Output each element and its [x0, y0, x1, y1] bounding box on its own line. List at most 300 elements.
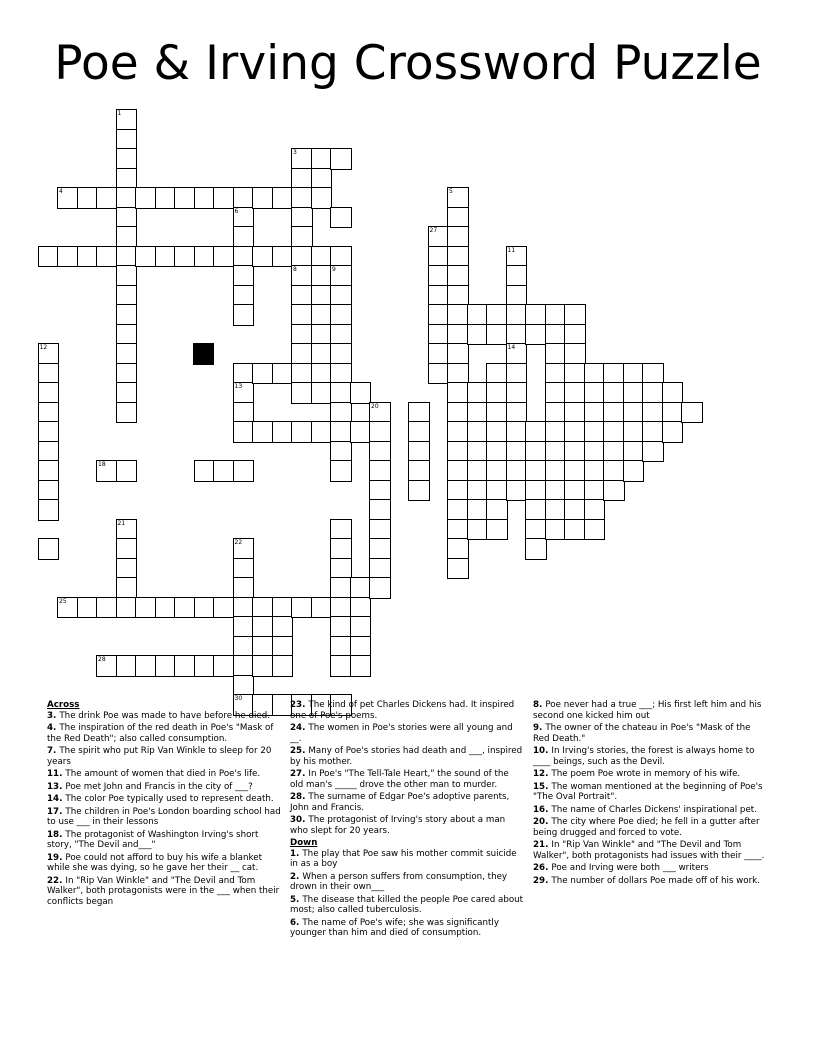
grid-cell[interactable]: [369, 480, 391, 502]
grid-cell[interactable]: [233, 538, 255, 560]
grid-cell[interactable]: [525, 538, 547, 560]
grid-cell[interactable]: [447, 265, 469, 287]
grid-cell[interactable]: [116, 577, 138, 599]
grid-cell[interactable]: [330, 363, 352, 385]
grid-cell[interactable]: [545, 519, 567, 541]
grid-cell[interactable]: [486, 382, 508, 404]
grid-cell[interactable]: [57, 597, 79, 619]
grid-cell[interactable]: [467, 402, 489, 424]
grid-cell[interactable]: [369, 499, 391, 521]
grid-cell[interactable]: [116, 129, 138, 151]
grid-cell[interactable]: [584, 421, 606, 443]
grid-cell[interactable]: [330, 597, 352, 619]
grid-cell[interactable]: [486, 324, 508, 346]
grid-cell[interactable]: [603, 363, 625, 385]
grid-cell[interactable]: [38, 382, 60, 404]
grid-cell[interactable]: [38, 499, 60, 521]
grid-cell[interactable]: [467, 460, 489, 482]
grid-cell[interactable]: [330, 402, 352, 424]
grid-cell[interactable]: [213, 655, 235, 677]
grid-cell[interactable]: [311, 265, 333, 287]
grid-cell[interactable]: [467, 382, 489, 404]
grid-cell[interactable]: [506, 304, 528, 326]
grid-cell[interactable]: [525, 304, 547, 326]
grid-cell[interactable]: [564, 324, 586, 346]
grid-cell[interactable]: [38, 343, 60, 365]
grid-cell[interactable]: [486, 304, 508, 326]
grid-cell[interactable]: [564, 343, 586, 365]
grid-cell[interactable]: [311, 421, 333, 443]
grid-cell[interactable]: [291, 265, 313, 287]
grid-cell[interactable]: [311, 304, 333, 326]
grid-cell[interactable]: [584, 480, 606, 502]
grid-cell[interactable]: [330, 285, 352, 307]
grid-cell[interactable]: [369, 577, 391, 599]
grid-cell[interactable]: [447, 363, 469, 385]
grid-cell[interactable]: [291, 324, 313, 346]
grid-cell[interactable]: [467, 421, 489, 443]
grid-cell[interactable]: [662, 402, 684, 424]
grid-cell[interactable]: [330, 343, 352, 365]
grid-cell[interactable]: [272, 421, 294, 443]
grid-cell[interactable]: [564, 519, 586, 541]
grid-cell[interactable]: [252, 655, 274, 677]
grid-cell[interactable]: [77, 187, 99, 209]
grid-cell[interactable]: [174, 655, 196, 677]
grid-cell[interactable]: [584, 499, 606, 521]
grid-cell[interactable]: [233, 636, 255, 658]
grid-cell[interactable]: [486, 402, 508, 424]
grid-cell[interactable]: [525, 441, 547, 463]
grid-cell[interactable]: [291, 246, 313, 268]
grid-cell[interactable]: [116, 519, 138, 541]
grid-cell[interactable]: [564, 499, 586, 521]
grid-cell[interactable]: [447, 382, 469, 404]
grid-cell[interactable]: [545, 382, 567, 404]
grid-cell[interactable]: [428, 324, 450, 346]
grid-cell[interactable]: [603, 441, 625, 463]
grid-cell[interactable]: [603, 460, 625, 482]
grid-cell[interactable]: [252, 246, 274, 268]
grid-cell[interactable]: [447, 538, 469, 560]
grid-cell[interactable]: [330, 148, 352, 170]
grid-cell[interactable]: [116, 363, 138, 385]
grid-cell[interactable]: [233, 382, 255, 404]
grid-cell[interactable]: [155, 655, 177, 677]
grid-cell[interactable]: [564, 304, 586, 326]
grid-cell[interactable]: [330, 558, 352, 580]
grid-cell[interactable]: [408, 460, 430, 482]
grid-cell[interactable]: [38, 441, 60, 463]
grid-cell[interactable]: [272, 636, 294, 658]
grid-cell[interactable]: [96, 187, 118, 209]
grid-cell[interactable]: [116, 207, 138, 229]
grid-cell[interactable]: [311, 382, 333, 404]
grid-cell[interactable]: [291, 343, 313, 365]
grid-cell[interactable]: [38, 460, 60, 482]
grid-cell[interactable]: [584, 363, 606, 385]
grid-cell[interactable]: [525, 499, 547, 521]
grid-cell[interactable]: [525, 324, 547, 346]
grid-cell[interactable]: [447, 207, 469, 229]
grid-cell[interactable]: [330, 304, 352, 326]
grid-cell[interactable]: [428, 226, 450, 248]
grid-cell[interactable]: [291, 597, 313, 619]
grid-cell[interactable]: [311, 187, 333, 209]
grid-cell[interactable]: [350, 636, 372, 658]
grid-cell[interactable]: [545, 499, 567, 521]
grid-cell[interactable]: [603, 402, 625, 424]
grid-cell[interactable]: [135, 597, 157, 619]
grid-cell[interactable]: [194, 246, 216, 268]
grid-cell[interactable]: [174, 246, 196, 268]
grid-cell[interactable]: [291, 363, 313, 385]
grid-cell[interactable]: [506, 480, 528, 502]
grid-cell[interactable]: [623, 441, 645, 463]
grid-cell[interactable]: [506, 382, 528, 404]
grid-cell[interactable]: [116, 655, 138, 677]
grid-cell[interactable]: [233, 675, 255, 697]
grid-cell[interactable]: [603, 421, 625, 443]
grid-cell[interactable]: [116, 226, 138, 248]
grid-cell[interactable]: [467, 324, 489, 346]
grid-cell[interactable]: [291, 187, 313, 209]
grid-cell[interactable]: [369, 441, 391, 463]
grid-cell[interactable]: [311, 246, 333, 268]
grid-cell[interactable]: [506, 363, 528, 385]
grid-cell[interactable]: [564, 363, 586, 385]
grid-cell[interactable]: [584, 402, 606, 424]
grid-cell[interactable]: [584, 519, 606, 541]
grid-cell[interactable]: [486, 519, 508, 541]
grid-cell[interactable]: [291, 304, 313, 326]
grid-cell[interactable]: [174, 187, 196, 209]
grid-cell[interactable]: [330, 538, 352, 560]
grid-cell[interactable]: [291, 382, 313, 404]
grid-cell[interactable]: [467, 519, 489, 541]
grid-cell[interactable]: [447, 558, 469, 580]
grid-cell[interactable]: [272, 597, 294, 619]
grid-cell[interactable]: [57, 246, 79, 268]
grid-cell[interactable]: [525, 480, 547, 502]
grid-cell[interactable]: [38, 421, 60, 443]
grid-cell[interactable]: [233, 207, 255, 229]
grid-cell[interactable]: [662, 382, 684, 404]
grid-cell[interactable]: [330, 636, 352, 658]
grid-cell[interactable]: [584, 382, 606, 404]
grid-cell[interactable]: [311, 148, 333, 170]
grid-cell[interactable]: [428, 265, 450, 287]
grid-cell[interactable]: [350, 382, 372, 404]
grid-cell[interactable]: [506, 343, 528, 365]
grid-cell[interactable]: [369, 460, 391, 482]
grid-cell[interactable]: [233, 577, 255, 599]
grid-cell[interactable]: [603, 480, 625, 502]
grid-cell[interactable]: [116, 187, 138, 209]
grid-cell[interactable]: [545, 363, 567, 385]
grid-cell[interactable]: [96, 655, 118, 677]
grid-cell[interactable]: [116, 168, 138, 190]
grid-cell[interactable]: [272, 616, 294, 638]
grid-cell[interactable]: [467, 304, 489, 326]
grid-cell[interactable]: [291, 285, 313, 307]
grid-cell[interactable]: [623, 382, 645, 404]
grid-cell[interactable]: [545, 460, 567, 482]
grid-cell[interactable]: [311, 324, 333, 346]
grid-cell[interactable]: [642, 382, 664, 404]
grid-cell[interactable]: [233, 304, 255, 326]
grid-cell[interactable]: [428, 246, 450, 268]
grid-cell[interactable]: [291, 148, 313, 170]
grid-cell[interactable]: [311, 343, 333, 365]
grid-cell[interactable]: [233, 597, 255, 619]
grid-cell[interactable]: [408, 480, 430, 502]
grid-cell[interactable]: [506, 285, 528, 307]
grid-cell[interactable]: [38, 538, 60, 560]
grid-cell[interactable]: [408, 402, 430, 424]
grid-cell[interactable]: [506, 265, 528, 287]
grid-cell[interactable]: [330, 519, 352, 541]
grid-cell[interactable]: [623, 363, 645, 385]
grid-cell[interactable]: [291, 421, 313, 443]
grid-cell[interactable]: [564, 480, 586, 502]
grid-cell[interactable]: [447, 343, 469, 365]
grid-cell[interactable]: [96, 460, 118, 482]
grid-cell[interactable]: [545, 324, 567, 346]
grid-cell[interactable]: [330, 616, 352, 638]
grid-cell[interactable]: [252, 636, 274, 658]
grid-cell[interactable]: [311, 285, 333, 307]
grid-cell[interactable]: [467, 499, 489, 521]
grid-cell[interactable]: [486, 441, 508, 463]
grid-cell[interactable]: [38, 402, 60, 424]
grid-cell[interactable]: [486, 480, 508, 502]
grid-cell[interactable]: [77, 246, 99, 268]
grid-cell[interactable]: [233, 187, 255, 209]
grid-cell[interactable]: [447, 324, 469, 346]
grid-cell[interactable]: [330, 421, 352, 443]
grid-cell[interactable]: [447, 499, 469, 521]
grid-cell[interactable]: [96, 246, 118, 268]
grid-cell[interactable]: [233, 246, 255, 268]
grid-cell[interactable]: [213, 460, 235, 482]
grid-cell[interactable]: [486, 499, 508, 521]
grid-cell[interactable]: [116, 324, 138, 346]
grid-cell[interactable]: [116, 402, 138, 424]
grid-cell[interactable]: [233, 226, 255, 248]
grid-cell[interactable]: [428, 285, 450, 307]
grid-cell[interactable]: [642, 421, 664, 443]
grid-cell[interactable]: [252, 597, 274, 619]
grid-cell[interactable]: [155, 597, 177, 619]
grid-cell[interactable]: [116, 109, 138, 131]
grid-cell[interactable]: [291, 168, 313, 190]
grid-cell[interactable]: [369, 421, 391, 443]
grid-cell[interactable]: [506, 441, 528, 463]
grid-cell[interactable]: [330, 441, 352, 463]
grid-cell[interactable]: [272, 246, 294, 268]
grid-cell[interactable]: [135, 246, 157, 268]
grid-cell[interactable]: [135, 655, 157, 677]
grid-cell[interactable]: [447, 187, 469, 209]
grid-cell[interactable]: [116, 538, 138, 560]
grid-cell[interactable]: [116, 558, 138, 580]
grid-cell[interactable]: [233, 655, 255, 677]
grid-cell[interactable]: [272, 655, 294, 677]
grid-cell[interactable]: [233, 363, 255, 385]
grid-cell[interactable]: [194, 655, 216, 677]
grid-cell[interactable]: [369, 402, 391, 424]
grid-cell[interactable]: [233, 421, 255, 443]
grid-cell[interactable]: [369, 538, 391, 560]
grid-cell[interactable]: [506, 460, 528, 482]
grid-cell[interactable]: [603, 382, 625, 404]
grid-cell[interactable]: [506, 246, 528, 268]
grid-cell[interactable]: [428, 363, 450, 385]
grid-cell[interactable]: [116, 597, 138, 619]
grid-cell[interactable]: [330, 460, 352, 482]
grid-cell[interactable]: [116, 460, 138, 482]
grid-cell[interactable]: [447, 246, 469, 268]
grid-cell[interactable]: [447, 402, 469, 424]
grid-cell[interactable]: [447, 421, 469, 443]
grid-cell[interactable]: [116, 304, 138, 326]
grid-cell[interactable]: [38, 480, 60, 502]
grid-cell[interactable]: [311, 168, 333, 190]
grid-cell[interactable]: [623, 421, 645, 443]
grid-cell[interactable]: [564, 441, 586, 463]
grid-cell[interactable]: [291, 207, 313, 229]
grid-cell[interactable]: [194, 597, 216, 619]
grid-cell[interactable]: [252, 187, 274, 209]
grid-cell[interactable]: [252, 363, 274, 385]
grid-cell[interactable]: [564, 402, 586, 424]
grid-cell[interactable]: [447, 285, 469, 307]
grid-cell[interactable]: [545, 480, 567, 502]
grid-cell[interactable]: [408, 421, 430, 443]
grid-cell[interactable]: [525, 421, 547, 443]
grid-cell[interactable]: [525, 460, 547, 482]
grid-cell[interactable]: [330, 246, 352, 268]
grid-cell[interactable]: [77, 597, 99, 619]
grid-cell[interactable]: [350, 421, 372, 443]
grid-cell[interactable]: [584, 460, 606, 482]
grid-cell[interactable]: [116, 285, 138, 307]
grid-cell[interactable]: [272, 187, 294, 209]
grid-cell[interactable]: [486, 363, 508, 385]
grid-cell[interactable]: [642, 441, 664, 463]
grid-cell[interactable]: [311, 597, 333, 619]
grid-cell[interactable]: [506, 421, 528, 443]
grid-cell[interactable]: [506, 402, 528, 424]
grid-cell[interactable]: [330, 324, 352, 346]
grid-cell[interactable]: [447, 441, 469, 463]
grid-cell[interactable]: [213, 597, 235, 619]
grid-cell[interactable]: [350, 655, 372, 677]
grid-cell[interactable]: [116, 246, 138, 268]
grid-cell[interactable]: [564, 382, 586, 404]
grid-cell[interactable]: [564, 421, 586, 443]
grid-cell[interactable]: [213, 246, 235, 268]
grid-cell[interactable]: [233, 616, 255, 638]
grid-cell[interactable]: [447, 304, 469, 326]
grid-cell[interactable]: [681, 402, 703, 424]
grid-cell[interactable]: [642, 363, 664, 385]
grid-cell[interactable]: [194, 187, 216, 209]
grid-cell[interactable]: [350, 616, 372, 638]
grid-cell[interactable]: [447, 226, 469, 248]
grid-cell[interactable]: [233, 460, 255, 482]
grid-cell[interactable]: [642, 402, 664, 424]
grid-cell[interactable]: [116, 265, 138, 287]
grid-cell[interactable]: [116, 148, 138, 170]
grid-cell[interactable]: [38, 246, 60, 268]
grid-cell[interactable]: [506, 324, 528, 346]
grid-cell[interactable]: [447, 480, 469, 502]
grid-cell[interactable]: [252, 616, 274, 638]
grid-cell[interactable]: [311, 363, 333, 385]
grid-cell[interactable]: [213, 187, 235, 209]
grid-cell[interactable]: [447, 519, 469, 541]
grid-cell[interactable]: [350, 577, 372, 599]
grid-cell[interactable]: [623, 460, 645, 482]
grid-cell[interactable]: [155, 246, 177, 268]
grid-cell[interactable]: [194, 460, 216, 482]
grid-cell[interactable]: [545, 421, 567, 443]
grid-cell[interactable]: [467, 480, 489, 502]
grid-cell[interactable]: [96, 597, 118, 619]
grid-cell[interactable]: [369, 558, 391, 580]
grid-cell[interactable]: [545, 343, 567, 365]
grid-cell[interactable]: [662, 421, 684, 443]
grid-cell[interactable]: [233, 558, 255, 580]
grid-cell[interactable]: [408, 441, 430, 463]
grid-cell[interactable]: [545, 304, 567, 326]
grid-cell[interactable]: [330, 382, 352, 404]
grid-cell[interactable]: [428, 304, 450, 326]
grid-cell[interactable]: [428, 343, 450, 365]
grid-cell[interactable]: [272, 363, 294, 385]
grid-cell[interactable]: [252, 421, 274, 443]
grid-cell[interactable]: [135, 187, 157, 209]
grid-cell[interactable]: [116, 382, 138, 404]
grid-cell[interactable]: [545, 402, 567, 424]
grid-cell[interactable]: [233, 285, 255, 307]
grid-cell[interactable]: [330, 655, 352, 677]
grid-cell[interactable]: [564, 460, 586, 482]
grid-cell[interactable]: [467, 441, 489, 463]
grid-cell[interactable]: [291, 226, 313, 248]
grid-cell[interactable]: [447, 460, 469, 482]
grid-cell[interactable]: [350, 597, 372, 619]
grid-cell[interactable]: [486, 460, 508, 482]
grid-cell[interactable]: [330, 265, 352, 287]
grid-cell[interactable]: [116, 343, 138, 365]
grid-cell[interactable]: [233, 265, 255, 287]
grid-cell[interactable]: [57, 187, 79, 209]
grid-cell[interactable]: [369, 519, 391, 541]
grid-cell[interactable]: [330, 577, 352, 599]
grid-cell[interactable]: [545, 441, 567, 463]
grid-cell[interactable]: [584, 441, 606, 463]
grid-cell[interactable]: [38, 363, 60, 385]
grid-cell[interactable]: [174, 597, 196, 619]
grid-cell[interactable]: [330, 207, 352, 229]
grid-cell[interactable]: [623, 402, 645, 424]
grid-cell[interactable]: [233, 402, 255, 424]
grid-cell[interactable]: [486, 421, 508, 443]
grid-cell[interactable]: [525, 519, 547, 541]
